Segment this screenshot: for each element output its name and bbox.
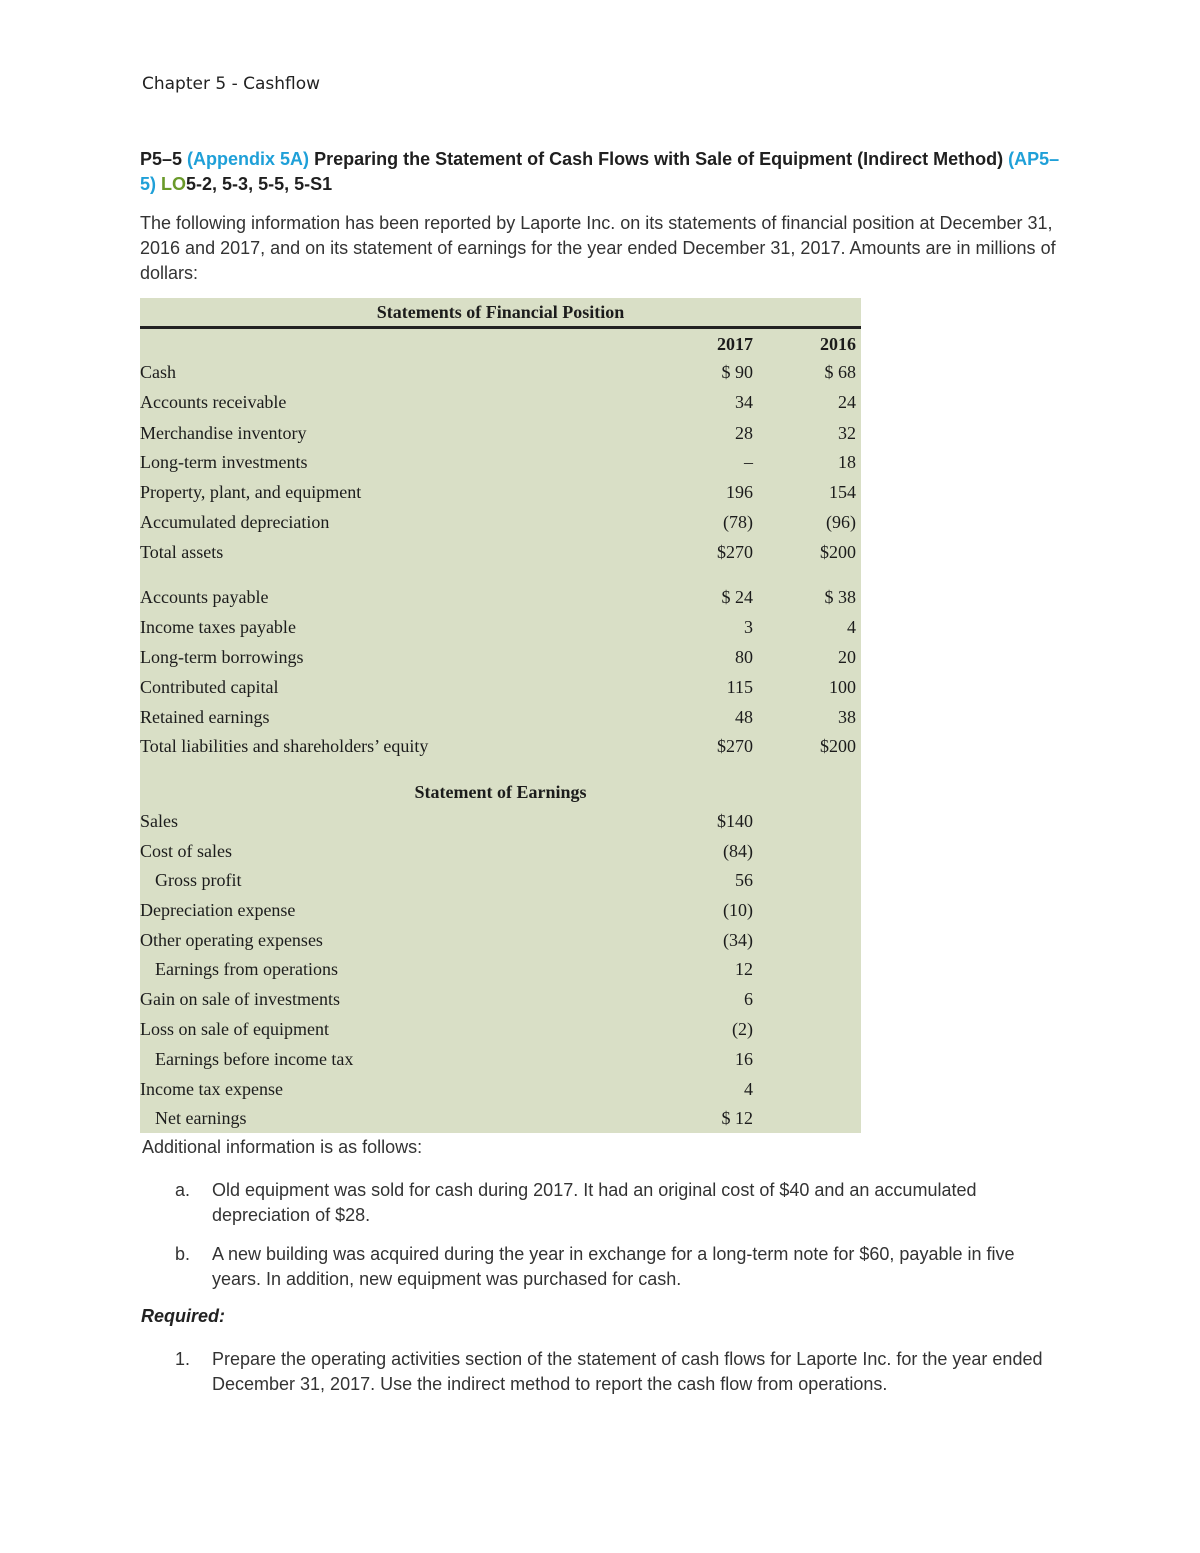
row-label: Accumulated depreciation: [140, 512, 330, 532]
list-item: [175, 1178, 1055, 1228]
row-label: Income taxes payable: [140, 617, 296, 637]
financial-statements-panel: [140, 298, 861, 1133]
column-2017-header: 2017: [717, 334, 753, 354]
row-label: Sales: [140, 811, 178, 831]
table-row: [140, 989, 861, 1015]
table-row: [140, 647, 861, 673]
value-2017: 48: [735, 707, 753, 727]
alternate-problem-link[interactable]: (AP5–5): [140, 149, 1060, 194]
list-text: A new building was acquired during the year in exchange for a long-term note for $60, payable in five years. In addition, new equipment was purchased for cash.: [212, 1244, 1015, 1289]
value-2016: $ 68: [824, 362, 856, 382]
total-liabilities-row: [140, 736, 861, 762]
earnings-statement-title: Statement of Earnings: [414, 782, 587, 802]
value-2016: 100: [829, 677, 856, 697]
table-row: [140, 811, 861, 837]
appendix-link[interactable]: (Appendix 5A): [187, 149, 310, 169]
value-2017: $ 24: [721, 587, 753, 607]
table-row: [140, 900, 861, 926]
value-2017: (84): [723, 841, 753, 861]
row-label: Accounts receivable: [140, 392, 287, 412]
row-label: Total assets: [140, 542, 224, 562]
list-text: Old equipment was sold for cash during 2017. It had an original cost of $40 and an accumulated depreciation of $28.: [212, 1180, 977, 1225]
list-item: [175, 1347, 1055, 1397]
table-row: [140, 1079, 861, 1105]
learning-objectives: 5-2, 5-3, 5-5, 5-S1: [186, 174, 333, 194]
value-2017: 196: [726, 482, 753, 502]
value-2017: 34: [735, 392, 753, 412]
row-label: Accounts payable: [140, 587, 269, 607]
required-heading: Required:: [141, 1306, 226, 1326]
row-label: Contributed capital: [140, 677, 279, 697]
row-label: Income tax expense: [140, 1079, 283, 1099]
row-label: Net earnings: [155, 1108, 247, 1128]
value-2017: 28: [735, 423, 753, 443]
value-2017: $ 12: [721, 1108, 753, 1128]
value-2017: 56: [735, 870, 753, 890]
list-marker: 1.: [175, 1349, 191, 1369]
row-label: Merchandise inventory: [140, 423, 307, 443]
row-label: Earnings from operations: [155, 959, 338, 979]
additional-info-label: Additional information is as follows:: [142, 1137, 423, 1157]
value-2017: 4: [744, 1079, 753, 1099]
value-2017: 6: [744, 989, 753, 1009]
row-label: Retained earnings: [140, 707, 270, 727]
value-2016: 20: [838, 647, 856, 667]
value-2017: 80: [735, 647, 753, 667]
title-rule: [140, 326, 861, 329]
table-row: [140, 452, 861, 478]
list-text: Prepare the operating activities section of the statement of cash flows for Laporte Inc. for the year ended December 31, 2017. Use the indirect method to report the cash flow from operations.: [212, 1349, 1043, 1394]
row-label: Total liabilities and shareholders’ equity: [140, 736, 429, 756]
table-row: [140, 677, 861, 703]
row-label: Cash: [140, 362, 176, 382]
year-header-row: [140, 334, 861, 360]
value-2017: (34): [723, 930, 753, 950]
value-2016: 24: [838, 392, 856, 412]
value-2017: 16: [735, 1049, 753, 1069]
value-2016: (96): [826, 512, 856, 532]
table-row: [140, 959, 861, 985]
list-marker: a.: [175, 1180, 191, 1200]
value-2016: $200: [820, 736, 856, 756]
value-2016: $ 38: [824, 587, 856, 607]
list-item: [175, 1242, 1055, 1292]
table-row: [140, 1019, 861, 1045]
row-label: Loss on sale of equipment: [140, 1019, 329, 1039]
row-label: Long-term investments: [140, 452, 308, 472]
row-label: Gain on sale of investments: [140, 989, 340, 1009]
table-row: [140, 423, 861, 449]
row-label: Earnings before income tax: [155, 1049, 354, 1069]
row-label: Other operating expenses: [140, 930, 323, 950]
table-row: [140, 617, 861, 643]
table-row: [140, 1049, 861, 1075]
table-row: [140, 482, 861, 508]
table-row: [140, 707, 861, 733]
value-2017: 115: [726, 677, 753, 697]
value-2016: 154: [829, 482, 856, 502]
value-2017: 3: [744, 617, 753, 637]
problem-title: Preparing the Statement of Cash Flows with Sale of Equipment (Indirect Method): [309, 149, 1009, 169]
table-row: [140, 392, 861, 418]
value-2017: $140: [717, 811, 753, 831]
learning-objective-label: LO: [161, 174, 187, 194]
row-label: Cost of sales: [140, 841, 232, 861]
list-marker: b.: [175, 1244, 191, 1264]
table-row: [140, 512, 861, 538]
row-label: Long-term borrowings: [140, 647, 304, 667]
value-2017: (10): [723, 900, 753, 920]
row-label: Depreciation expense: [140, 900, 296, 920]
problem-number: P5–5: [140, 149, 188, 169]
row-label: Gross profit: [155, 870, 242, 890]
value-2016: 4: [847, 617, 856, 637]
chapter-title: Chapter 5 - Cashflow: [142, 74, 321, 94]
value-2016: 38: [838, 707, 856, 727]
value-2016: 18: [838, 452, 856, 472]
value-2017: $270: [717, 736, 753, 756]
net-earnings-row: [140, 1108, 861, 1134]
column-2016-header: 2016: [820, 334, 856, 354]
table-row: [140, 841, 861, 867]
table-row: [140, 930, 861, 956]
value-2017: (2): [732, 1019, 753, 1039]
total-assets-row: [140, 542, 861, 568]
value-2017: $ 90: [721, 362, 753, 382]
financial-position-title: Statements of Financial Position: [376, 302, 625, 322]
table-row: [140, 587, 861, 613]
table-row: [140, 870, 861, 896]
table-row: [140, 362, 861, 388]
value-2016: $200: [820, 542, 856, 562]
problem-heading: [140, 147, 1060, 197]
intro-paragraph: The following information has been reported by Laporte Inc. on its statements of financial position at December 31, 2016 and 2017, and on its statement of earnings for the year ended December 31, 2017. Amounts are in millions of dollars:: [140, 213, 1056, 283]
value-2017: 12: [735, 959, 753, 979]
row-label: Property, plant, and equipment: [140, 482, 362, 502]
value-2017: (78): [723, 512, 753, 532]
value-2016: 32: [838, 423, 856, 443]
value-2017: –: [744, 452, 753, 472]
value-2017: $270: [717, 542, 753, 562]
